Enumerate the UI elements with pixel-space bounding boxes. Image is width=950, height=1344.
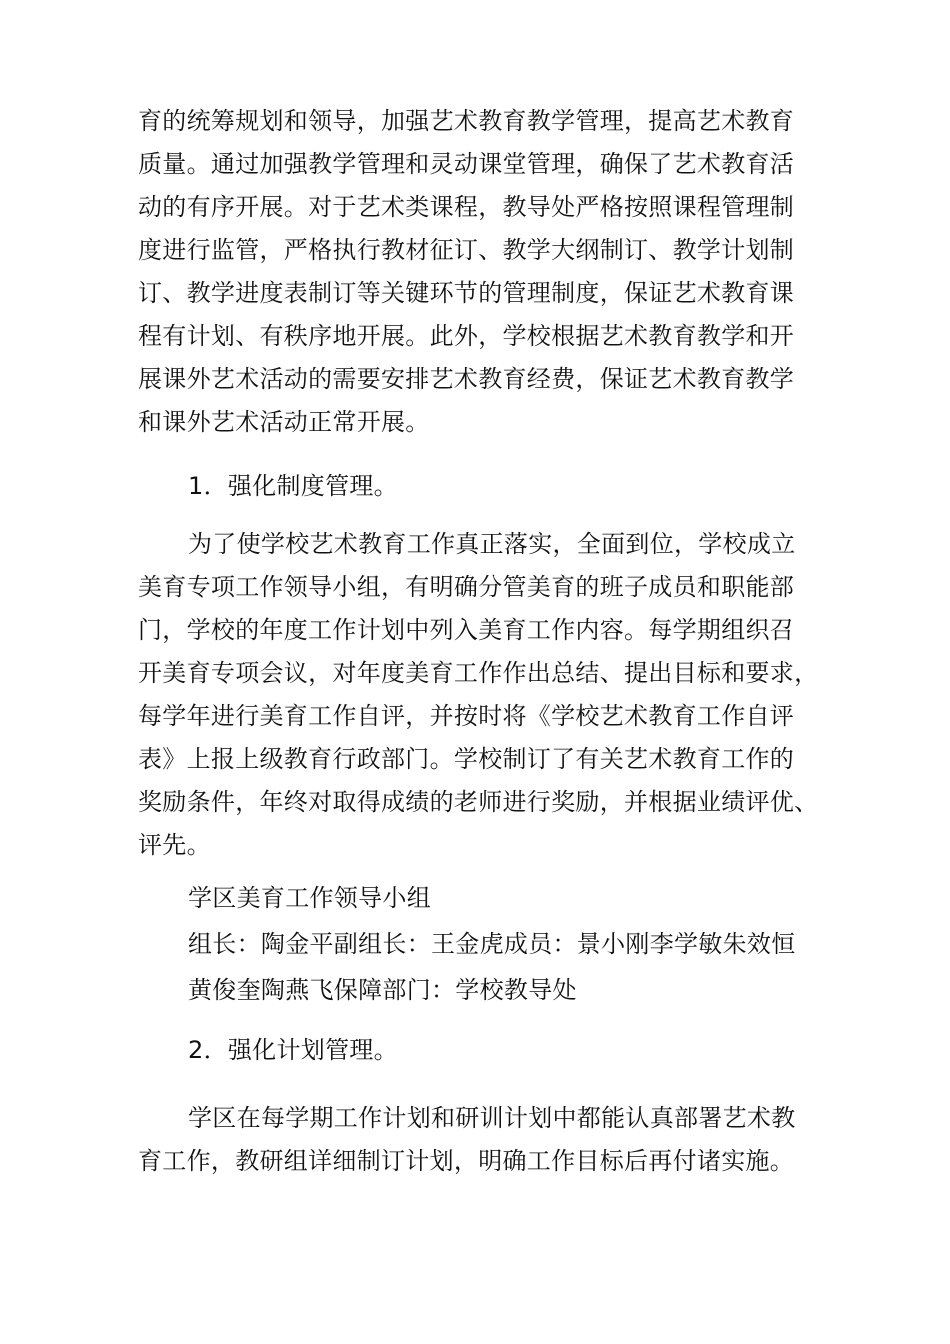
text-line: 育的统筹规划和领导，加强艺术教育教学管理，提高艺术教育	[138, 107, 795, 135]
text-line: 度进行监管，严格执行教材征订、教学大纲制订、教学计划制	[138, 236, 795, 264]
text-line: 质量。通过加强教学管理和灵动课堂管理，确保了艺术教育活	[138, 150, 795, 178]
text-line: 表》上报上级教育行政部门。学校制订了有关艺术教育工作的	[138, 745, 795, 773]
text-line: 育工作，教研组详细制订计划，明确工作目标后再付诸实施。	[138, 1147, 795, 1175]
section-heading-system-management: 1．强化制度管理。	[188, 472, 398, 500]
text-line: 评先。	[138, 831, 211, 859]
section-heading-plan-management: 2．强化计划管理。	[188, 1036, 398, 1064]
text-line: 和课外艺术活动正常开展。	[138, 408, 430, 436]
text-line: 动的有序开展。对于艺术类课程，教导处严格按照课程管理制	[138, 193, 795, 221]
paragraph-system-management	[138, 523, 828, 867]
text-line: 门，学校的年度工作计划中列入美育工作内容。每学期组织召	[138, 616, 795, 644]
group-members-line: 组长：陶金平副组长：王金虎成员：景小刚李学敏朱效恒	[188, 930, 796, 958]
text-line: 开美育专项会议，对年度美育工作作出总结、提出目标和要求，	[138, 659, 819, 687]
text-line: 每学年进行美育工作自评，并按时将《学校艺术教育工作自评	[138, 702, 795, 730]
text-line: 订、教学进度表制订等关键环节的管理制度，保证艺术教育课	[138, 279, 795, 307]
text-line: 展课外艺术活动的需要安排艺术教育经费，保证艺术教育教学	[138, 365, 795, 393]
paragraph-art-education-management	[138, 100, 828, 444]
text-line: 美育专项工作领导小组，有明确分管美育的班子成员和职能部	[138, 573, 795, 601]
paragraph-plan-management	[138, 1097, 828, 1183]
group-title: 学区美育工作领导小组	[188, 884, 431, 912]
text-line: 学区在每学期工作计划和研训计划中都能认真部署艺术教	[188, 1104, 796, 1132]
group-members-line: 黄俊奎陶燕飞保障部门：学校教导处	[188, 976, 577, 1004]
text-line: 程有计划、有秩序地开展。此外，学校根据艺术教育教学和开	[138, 322, 795, 350]
text-line: 奖励条件，年终对取得成绩的老师进行奖励，并根据业绩评优、	[138, 788, 819, 816]
text-line: 为了使学校艺术教育工作真正落实，全面到位，学校成立	[188, 530, 796, 558]
